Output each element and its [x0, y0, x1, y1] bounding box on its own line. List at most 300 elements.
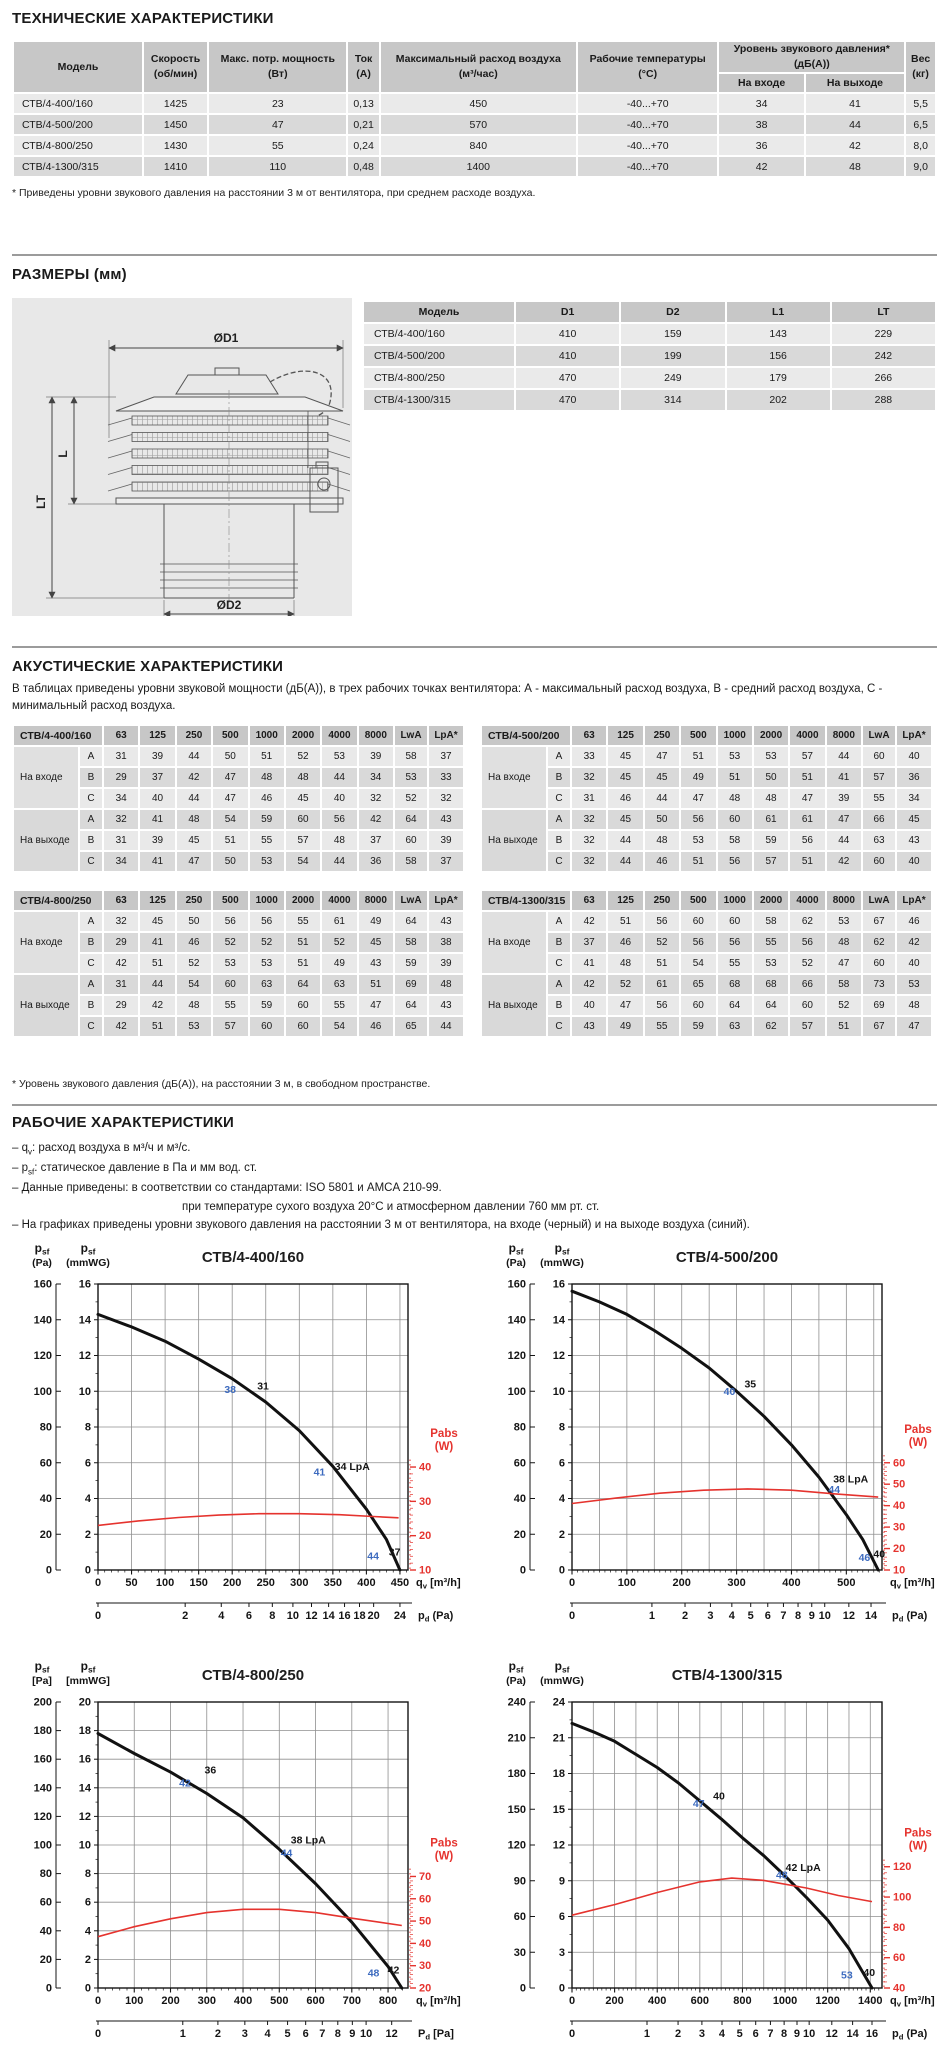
- svg-text:350: 350: [323, 1577, 343, 1589]
- table-cell: 56: [718, 852, 752, 871]
- svg-text:0: 0: [45, 1982, 52, 1995]
- table-cell: 44: [806, 115, 905, 134]
- table-cell: 55: [322, 996, 356, 1015]
- svg-text:300: 300: [197, 1995, 216, 2007]
- row-group-label: На входе: [482, 912, 546, 973]
- table-cell: 288: [832, 390, 935, 410]
- svg-text:250: 250: [256, 1577, 275, 1589]
- tech-footnote: * Приведены уровни звукового давления на расстоянии 3 м от вентилятора, при среднем расходе воздуха.: [12, 187, 536, 200]
- table-cell: 51: [359, 975, 393, 994]
- note-line: – $p_{sf}$: статическое давление в Па и мм вод. ст.: [12, 1162, 258, 1177]
- table-cell: 49: [359, 912, 393, 931]
- svg-text:10: 10: [359, 2028, 373, 2040]
- svg-text:16: 16: [338, 1610, 351, 1622]
- table-cell: 54: [213, 810, 247, 829]
- svg-text:(mmWG): (mmWG): [540, 1257, 584, 1269]
- svg-text:140: 140: [507, 1314, 526, 1327]
- axis-pa: [508, 1697, 535, 1995]
- table-cell: 39: [429, 831, 463, 850]
- table-cell: 31: [104, 831, 138, 850]
- svg-text:70: 70: [419, 1870, 432, 1883]
- table-cell: 47: [359, 996, 393, 1015]
- table-cell: 49: [322, 954, 356, 973]
- col-header: 250: [645, 726, 679, 745]
- svg-text:0: 0: [519, 1564, 526, 1577]
- svg-text:10: 10: [893, 1564, 906, 1577]
- performance-chart-ctb4-800-250: [2, 1656, 476, 2048]
- table-cell: 0,24: [348, 136, 378, 155]
- col-header: 4000: [790, 726, 824, 745]
- table-cell: 56: [681, 810, 715, 829]
- table-row: [482, 996, 931, 1015]
- table-row: [14, 157, 935, 176]
- table-cell: 51: [645, 954, 679, 973]
- svg-text:psf: psf: [508, 1659, 524, 1675]
- table-cell: 156: [727, 346, 830, 366]
- axis-qv: [569, 1988, 883, 2007]
- svg-text:40: 40: [893, 1500, 906, 1513]
- table-cell: 57: [286, 831, 320, 850]
- table-cell: -40...+70: [578, 157, 718, 176]
- axis-pabs: [884, 1453, 905, 1577]
- col-header: 125: [140, 891, 174, 910]
- table-cell: 40: [322, 789, 356, 808]
- table-cell: 59: [395, 954, 427, 973]
- table-cell: 40: [140, 789, 174, 808]
- svg-text:20: 20: [419, 1982, 432, 1995]
- table-cell: 53: [827, 912, 861, 931]
- col-header: 125: [608, 726, 642, 745]
- table-cell: 48: [177, 996, 211, 1015]
- svg-text:60: 60: [513, 1457, 526, 1470]
- table-cell: 59: [250, 810, 284, 829]
- table-cell: 143: [727, 324, 830, 344]
- svg-text:40: 40: [39, 1925, 52, 1938]
- table-cell: 52: [395, 789, 427, 808]
- table-cell: 110: [209, 157, 346, 176]
- svg-text:(W): (W): [908, 1840, 928, 1853]
- table-cell: 38: [719, 115, 803, 134]
- table-cell: 43: [897, 831, 931, 850]
- table-cell: 42: [104, 954, 138, 973]
- svg-text:(Pa): (Pa): [506, 1675, 526, 1687]
- svg-text:30: 30: [513, 1946, 526, 1959]
- svg-text:6: 6: [84, 1896, 91, 1909]
- table-cell: 32: [572, 831, 606, 850]
- row-group-label: На выходе: [14, 975, 78, 1036]
- acoustic-footnote: * Уровень звукового давления (дБ(А)), на расстоянии 3 м, в свободном пространстве.: [12, 1078, 431, 1090]
- table-cell: 53: [395, 768, 427, 787]
- dim-col-l1: L1: [727, 302, 830, 322]
- table-cell: 60: [718, 810, 752, 829]
- table-row: [14, 1017, 463, 1036]
- svg-text:Pd [Pa]: $P_d$ [Pa]: [418, 2028, 454, 2042]
- table-row: [482, 975, 931, 994]
- table-cell: 179: [727, 368, 830, 388]
- acoustic-model-header: СТВ/4-400/160: [14, 726, 102, 745]
- dimensions-header-row: [364, 302, 935, 322]
- svg-text:8: 8: [334, 2028, 341, 2040]
- col-header: 250: [645, 891, 679, 910]
- table-cell: 45: [608, 747, 642, 766]
- table-cell: С: [80, 852, 102, 871]
- col-header: 1000: [718, 726, 752, 745]
- svg-text:16: 16: [78, 1753, 91, 1766]
- table-cell: 55: [250, 831, 284, 850]
- svg-text:120: 120: [33, 1350, 52, 1362]
- svg-text:140: 140: [33, 1314, 52, 1327]
- table-cell: С: [548, 954, 570, 973]
- table-cell: 48: [286, 768, 320, 787]
- table-cell: 37: [359, 831, 393, 850]
- table-cell: 56: [790, 933, 824, 952]
- table-cell: С: [548, 1017, 570, 1036]
- table-cell: 53: [681, 831, 715, 850]
- col-header: 1000: [250, 726, 284, 745]
- table-cell: 48: [827, 933, 861, 952]
- table-cell: 60: [286, 996, 320, 1015]
- table-row: [364, 324, 935, 344]
- svg-text:10: 10: [803, 2028, 816, 2040]
- table-cell: 45: [359, 933, 393, 952]
- svg-text:80: 80: [513, 1421, 526, 1434]
- svg-text:3: 3: [698, 2028, 705, 2040]
- table-cell: 46: [608, 789, 642, 808]
- axis-pd: [569, 1603, 886, 1622]
- table-cell: 65: [395, 1017, 427, 1036]
- table-cell: А: [80, 747, 102, 766]
- table-cell: 40: [897, 852, 931, 871]
- col-header: 1000: [718, 891, 752, 910]
- svg-text:qv [m³/h]: $q_v$ [m³/h]: [890, 1995, 935, 2009]
- svg-text:4: 4: [84, 1925, 91, 1938]
- svg-text:2: 2: [558, 1528, 565, 1541]
- table-cell: А: [548, 975, 570, 994]
- divider: [12, 254, 937, 256]
- performance-chart-svg: [476, 1238, 949, 1628]
- table-cell: 48: [754, 789, 788, 808]
- chart-title: СТВ/4-500/200: [675, 1249, 779, 1266]
- col-header: LpA*: [897, 891, 931, 910]
- table-cell: 68: [718, 975, 752, 994]
- table-cell: 52: [790, 954, 824, 973]
- table-cell: 29: [104, 996, 138, 1015]
- svg-text:6: 6: [302, 2028, 309, 2040]
- table-cell: 55: [863, 789, 895, 808]
- table-cell: 229: [832, 324, 935, 344]
- performance-chart-svg: [2, 1656, 476, 2046]
- table-cell: 9,0: [906, 157, 935, 176]
- svg-text:2: 2: [84, 1953, 91, 1966]
- svg-text:18: 18: [78, 1725, 91, 1738]
- table-cell: 50: [213, 852, 247, 871]
- table-cell: 1410: [144, 157, 207, 176]
- sound-level-label: 44: [828, 1484, 841, 1497]
- svg-text:12: 12: [552, 1839, 565, 1852]
- table-cell: 55: [754, 933, 788, 952]
- svg-text:pd (Pa): $p_d$ (Pa): [418, 1610, 454, 1624]
- svg-text:8: 8: [269, 1610, 276, 1622]
- svg-text:20: 20: [893, 1543, 906, 1556]
- table-row: [14, 852, 463, 871]
- chart-grid: [572, 1284, 882, 1570]
- table-cell: 67: [863, 1017, 895, 1036]
- table-cell: 39: [140, 831, 174, 850]
- table-cell: 58: [827, 975, 861, 994]
- svg-text:50: 50: [125, 1577, 138, 1589]
- table-cell: 65: [681, 975, 715, 994]
- table-cell: 199: [621, 346, 724, 366]
- table-cell: А: [80, 975, 102, 994]
- table-cell: А: [80, 810, 102, 829]
- svg-text:60: 60: [893, 1457, 906, 1470]
- svg-text:800: 800: [733, 1995, 752, 2007]
- col-header: LpA*: [897, 726, 931, 745]
- dimensions-table: [362, 300, 937, 412]
- divider: [12, 1104, 937, 1106]
- svg-text:700: 700: [342, 1995, 361, 2007]
- fan-body: [46, 340, 350, 616]
- col-header-weight: Вес (кг): [906, 42, 935, 92]
- svg-text:3: 3: [707, 1610, 714, 1622]
- table-cell: 60: [863, 852, 895, 871]
- table-cell: В: [80, 933, 102, 952]
- svg-text:3: 3: [558, 1946, 565, 1959]
- dim-label-l: L: [56, 450, 70, 458]
- svg-text:9: 9: [808, 1610, 815, 1622]
- svg-text:9: 9: [793, 2028, 801, 2040]
- col-header: 4000: [322, 726, 356, 745]
- axis-qv: [95, 1988, 403, 2007]
- table-cell: 46: [645, 852, 679, 871]
- pressure-curve: [98, 1734, 402, 1989]
- svg-text:120: 120: [893, 1861, 912, 1874]
- svg-text:[mmWG]: [mmWG]: [66, 1675, 110, 1687]
- svg-text:0: 0: [519, 1982, 526, 1995]
- operating-notes: [12, 1139, 937, 1234]
- svg-text:20: 20: [78, 1696, 91, 1709]
- dim-label-lt: LT: [34, 495, 48, 509]
- sound-level-label: 31: [257, 1380, 269, 1393]
- table-cell: 60: [863, 747, 895, 766]
- table-cell: 41: [140, 810, 174, 829]
- axis-mmwg: [79, 1279, 98, 1577]
- table-cell: 39: [140, 747, 174, 766]
- table-cell: 62: [754, 1017, 788, 1036]
- col-header: 63: [572, 726, 606, 745]
- svg-text:(W): (W): [434, 1441, 454, 1454]
- col-header: 8000: [359, 891, 393, 910]
- table-cell: 44: [827, 831, 861, 850]
- svg-text:0: 0: [568, 2028, 576, 2040]
- table-cell: 60: [681, 996, 715, 1015]
- svg-text:60: 60: [39, 1457, 52, 1470]
- table-row: [482, 747, 931, 766]
- table-cell: 62: [863, 933, 895, 952]
- svg-text:Pabs: Pabs: [430, 1428, 458, 1441]
- table-cell: 51: [608, 912, 642, 931]
- note-line: – На графиках приведены уровни звукового давления на расстоянии 3 м от вентилятора, на входе (черный) и на выходе воздуха (синий).: [12, 1218, 750, 1231]
- table-cell: 58: [395, 747, 427, 766]
- table-cell: 53: [177, 1017, 211, 1036]
- table-cell: 37: [429, 852, 463, 871]
- table-cell: 570: [381, 115, 576, 134]
- svg-text:120: 120: [507, 1350, 526, 1362]
- sound-level-label: 48: [776, 1869, 788, 1882]
- axis-qv: [569, 1570, 879, 1589]
- table-cell: 249: [621, 368, 724, 388]
- col-header-current: Ток (А): [348, 42, 378, 92]
- svg-text:12: 12: [385, 2028, 398, 2040]
- table-cell: 51: [790, 768, 824, 787]
- table-row: [482, 768, 931, 787]
- svg-text:10: 10: [78, 1839, 91, 1852]
- svg-text:80: 80: [39, 1421, 52, 1434]
- svg-text:240: 240: [507, 1696, 526, 1709]
- table-cell: 67: [863, 912, 895, 931]
- svg-text:16: 16: [78, 1278, 91, 1291]
- table-cell: 57: [754, 852, 788, 871]
- table-cell: 44: [645, 789, 679, 808]
- table-cell: 55: [718, 954, 752, 973]
- table-cell: 51: [213, 831, 247, 850]
- svg-text:9: 9: [558, 1875, 565, 1888]
- table-header-row: [14, 891, 463, 910]
- acoustic-table: [480, 724, 933, 873]
- table-cell: 44: [177, 747, 211, 766]
- table-cell: 36: [359, 852, 393, 871]
- svg-text:8: 8: [781, 2028, 788, 2040]
- table-cell: 46: [897, 912, 931, 931]
- table-cell: 60: [395, 831, 427, 850]
- svg-text:10: 10: [78, 1385, 91, 1398]
- table-cell: 47: [897, 1017, 931, 1036]
- table-cell: 50: [645, 810, 679, 829]
- chart-grid: [98, 1284, 408, 1570]
- table-cell: В: [548, 996, 570, 1015]
- svg-text:80: 80: [39, 1868, 52, 1881]
- table-cell: 52: [250, 933, 284, 952]
- svg-text:3: 3: [241, 2028, 248, 2040]
- svg-text:5: 5: [736, 2028, 743, 2040]
- svg-text:0: 0: [94, 1610, 102, 1622]
- svg-text:2: 2: [214, 2028, 221, 2040]
- svg-text:1: 1: [643, 2028, 651, 2040]
- table-row: [482, 789, 931, 808]
- table-cell: 48: [429, 975, 463, 994]
- sound-level-label: 44: [367, 1550, 379, 1563]
- dim-col-lt: LT: [832, 302, 935, 322]
- table-header-row: [14, 726, 463, 745]
- svg-text:12: 12: [825, 2028, 838, 2040]
- table-cell: 43: [429, 810, 463, 829]
- svg-text:20: 20: [39, 1953, 52, 1966]
- table-row: [14, 768, 463, 787]
- table-cell: 41: [827, 768, 861, 787]
- sound-level-label: 37: [388, 1546, 401, 1559]
- table-row: [14, 789, 463, 808]
- table-cell: 33: [429, 768, 463, 787]
- table-cell: 31: [572, 789, 606, 808]
- table-cell: 48: [645, 831, 679, 850]
- col-header: LwA: [395, 891, 427, 910]
- col-header: 250: [177, 726, 211, 745]
- col-header: 2000: [286, 726, 320, 745]
- svg-text:pd (Pa): $p_d$ (Pa): [892, 1610, 928, 1624]
- table-cell: 42: [897, 933, 931, 952]
- table-cell: 66: [790, 975, 824, 994]
- performance-chart-ctb4-1300-315: [476, 1656, 949, 2048]
- table-row: [14, 933, 463, 952]
- row-group-label: На входе: [14, 747, 78, 808]
- svg-text:4: 4: [558, 1493, 565, 1505]
- table-cell: 55: [645, 1017, 679, 1036]
- table-cell: 39: [359, 747, 393, 766]
- table-cell: 52: [213, 933, 247, 952]
- col-header-model: Модель: [14, 42, 142, 92]
- svg-text:40: 40: [893, 1982, 906, 1995]
- table-cell: -40...+70: [578, 94, 718, 113]
- svg-text:400: 400: [233, 1995, 253, 2007]
- svg-text:20: 20: [367, 1610, 380, 1622]
- col-header: 63: [104, 891, 138, 910]
- table-row: [14, 996, 463, 1015]
- col-header-sound-inlet: На входе: [719, 74, 803, 92]
- performance-chart-ctb4-500-200: [476, 1238, 949, 1630]
- svg-text:40: 40: [419, 1461, 432, 1474]
- axis-pabs: [884, 1857, 911, 1995]
- dim-col-d2: D2: [621, 302, 724, 322]
- performance-chart-ctb4-400-160: [2, 1238, 476, 1630]
- sound-level-label: 36: [204, 1764, 217, 1777]
- table-cell: 46: [250, 789, 284, 808]
- table-cell: 50: [177, 912, 211, 931]
- table-cell: 47: [827, 810, 861, 829]
- table-cell: 55: [286, 912, 320, 931]
- table-cell: 68: [754, 975, 788, 994]
- table-cell: С: [548, 852, 570, 871]
- svg-text:500: 500: [837, 1577, 856, 1589]
- table-cell: 48: [608, 954, 642, 973]
- col-header-temp: Рабочие температуры (°С): [578, 42, 718, 92]
- table-cell: 41: [806, 94, 905, 113]
- table-cell: 42: [359, 810, 393, 829]
- svg-text:140: 140: [33, 1782, 52, 1795]
- table-row: [364, 390, 935, 410]
- table-cell: 43: [429, 912, 463, 931]
- table-cell: 51: [140, 1017, 174, 1036]
- section-title-tech: ТЕХНИЧЕСКИЕ ХАРАКТЕРИСТИКИ: [12, 10, 274, 27]
- table-cell: 51: [681, 747, 715, 766]
- table-cell: 60: [863, 954, 895, 973]
- table-cell: 314: [621, 390, 724, 410]
- table-cell: 45: [177, 831, 211, 850]
- svg-text:60: 60: [419, 1893, 432, 1906]
- table-cell: 0,13: [348, 94, 378, 113]
- table-cell: 41: [572, 954, 606, 973]
- row-group-label: На входе: [482, 747, 546, 808]
- table-cell: В: [548, 933, 570, 952]
- table-row: [482, 852, 931, 871]
- table-cell: 58: [754, 912, 788, 931]
- table-cell: 410: [516, 324, 619, 344]
- svg-text:150: 150: [507, 1803, 526, 1816]
- sound-level-label: 48: [367, 1967, 380, 1980]
- fan-dimension-diagram: [12, 298, 352, 616]
- table-cell: 470: [516, 368, 619, 388]
- table-cell: 51: [250, 747, 284, 766]
- table-cell: СТВ/4-1300/315: [364, 390, 514, 410]
